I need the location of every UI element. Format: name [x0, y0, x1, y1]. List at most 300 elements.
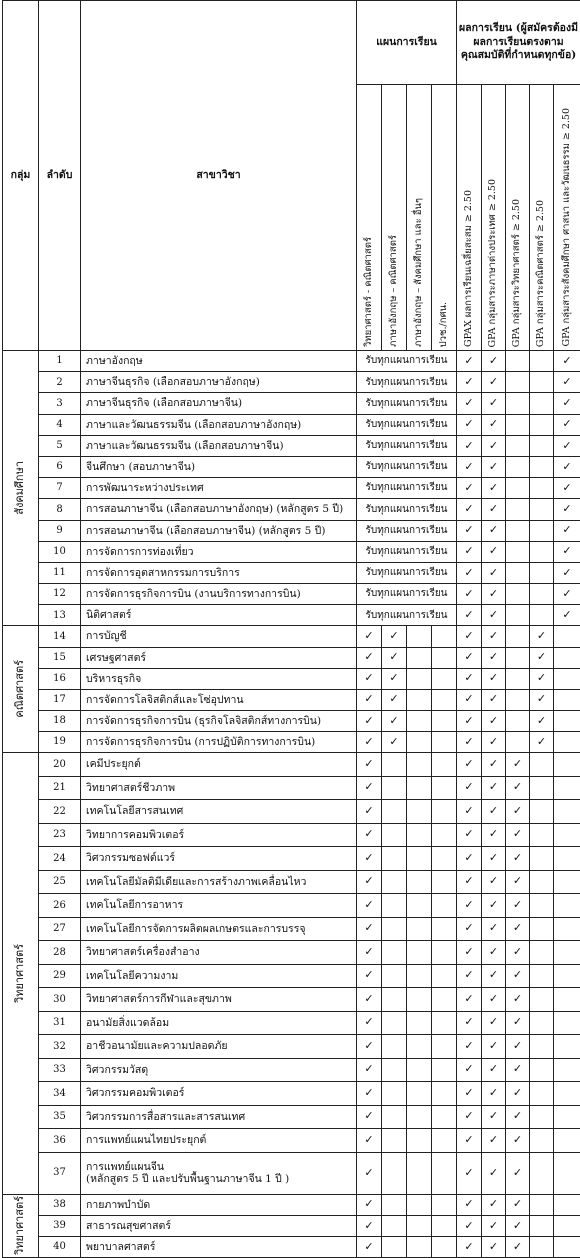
check-mark-cell	[457, 941, 482, 965]
empty-cell	[382, 1011, 407, 1035]
field-name-text: การแพทย์แผนจีน	[86, 1161, 356, 1173]
result-col-gpax: GPAX ผลการเรียนเฉลี่ยสะสม ≥ 2.50	[457, 85, 482, 351]
field-name-text: การจัดการธุรกิจการบิน (งานบริการทางการบิน)	[86, 588, 356, 600]
field-name	[81, 1105, 357, 1129]
check-mark-cell	[506, 823, 530, 847]
empty-cell	[554, 1011, 580, 1035]
check-mark-icon: ✓	[364, 714, 373, 727]
empty-cell	[382, 1058, 407, 1082]
table-row	[3, 1194, 580, 1215]
check-mark-cell	[506, 1035, 530, 1059]
empty-cell	[506, 605, 530, 626]
field-name	[81, 1152, 357, 1194]
empty-cell	[530, 1129, 554, 1153]
table-row	[3, 917, 580, 941]
plan-cell: รับทุกแผนการเรียน	[357, 414, 457, 435]
row-number: 33	[39, 1058, 81, 1082]
plan-header: แผนการเรียน	[357, 1, 457, 85]
empty-cell	[407, 847, 432, 871]
empty-cell	[554, 1215, 580, 1236]
check-mark-icon: ✓	[464, 714, 473, 727]
check-mark-icon: ✓	[464, 523, 473, 536]
check-mark-icon: ✓	[364, 992, 373, 1005]
field-name	[81, 917, 357, 941]
check-mark-icon: ✓	[489, 692, 498, 705]
empty-cell	[382, 776, 407, 800]
check-mark-cell	[457, 689, 482, 710]
check-mark-icon: ✓	[364, 780, 373, 793]
empty-cell	[407, 1215, 432, 1236]
check-mark-cell	[506, 1105, 530, 1129]
empty-cell	[530, 1105, 554, 1129]
empty-cell	[407, 823, 432, 847]
check-mark-icon: ✓	[464, 396, 473, 409]
field-name-text: วิศวกรรมซอฟต์แวร์	[86, 852, 356, 864]
check-mark-cell	[506, 964, 530, 988]
check-mark-cell	[506, 988, 530, 1012]
check-mark-icon: ✓	[489, 1240, 498, 1253]
check-mark-cell	[482, 1058, 506, 1082]
check-mark-cell	[357, 626, 382, 647]
row-number: 40	[39, 1237, 81, 1258]
check-mark-icon: ✓	[489, 1197, 498, 1210]
empty-cell	[554, 626, 580, 647]
check-mark-icon: ✓	[389, 714, 398, 727]
check-mark-cell	[482, 941, 506, 965]
check-mark-icon: ✓	[364, 968, 373, 981]
empty-cell	[530, 456, 554, 477]
empty-cell	[506, 393, 530, 414]
plan-cell: รับทุกแผนการเรียน	[357, 605, 457, 626]
check-mark-cell	[482, 800, 506, 824]
check-mark-cell	[357, 1129, 382, 1153]
empty-cell	[407, 753, 432, 777]
empty-cell	[554, 753, 580, 777]
empty-cell	[506, 647, 530, 668]
check-mark-icon: ✓	[513, 1133, 522, 1146]
check-mark-cell	[530, 731, 554, 752]
row-number: 20	[39, 753, 81, 777]
check-mark-cell	[457, 776, 482, 800]
empty-cell	[407, 894, 432, 918]
admission-table	[2, 0, 580, 1258]
check-mark-icon: ✓	[364, 735, 373, 748]
empty-cell	[530, 499, 554, 520]
check-mark-icon: ✓	[364, 804, 373, 817]
check-mark-icon: ✓	[464, 650, 473, 663]
row-number: 31	[39, 1011, 81, 1035]
check-mark-icon: ✓	[513, 1062, 522, 1075]
check-mark-cell	[482, 1194, 506, 1215]
empty-cell	[382, 753, 407, 777]
empty-cell	[382, 870, 407, 894]
empty-cell	[432, 1194, 457, 1215]
check-mark-cell	[357, 894, 382, 918]
check-mark-icon: ✓	[464, 544, 473, 557]
table-row	[3, 584, 580, 605]
empty-cell	[432, 941, 457, 965]
check-mark-cell	[482, 393, 506, 414]
empty-cell	[530, 541, 554, 562]
table-row	[3, 1035, 580, 1059]
check-mark-icon: ✓	[389, 650, 398, 663]
check-mark-icon: ✓	[489, 671, 498, 684]
check-mark-cell	[482, 1215, 506, 1236]
check-mark-icon: ✓	[489, 544, 498, 557]
empty-cell	[382, 894, 407, 918]
check-mark-cell	[357, 823, 382, 847]
check-mark-cell	[482, 753, 506, 777]
table-row	[3, 753, 580, 777]
check-mark-cell	[554, 351, 580, 372]
check-mark-cell	[506, 800, 530, 824]
row-number: 17	[39, 689, 81, 710]
field-name-text: การบัญชี	[86, 630, 356, 642]
field-name	[81, 647, 357, 668]
check-mark-icon: ✓	[489, 780, 498, 793]
empty-cell	[432, 753, 457, 777]
empty-cell	[382, 1194, 407, 1215]
field-name-text: การสอนภาษาจีน (เลือกสอบภาษาอังกฤษ) (หลักสูตร 5 ปี)	[86, 503, 356, 515]
row-number: 26	[39, 894, 81, 918]
field-name	[81, 894, 357, 918]
check-mark-cell	[554, 372, 580, 393]
table-row	[3, 988, 580, 1012]
check-mark-icon: ✓	[489, 968, 498, 981]
row-number: 5	[39, 435, 81, 456]
check-mark-cell	[554, 499, 580, 520]
plan-cell: รับทุกแผนการเรียน	[357, 456, 457, 477]
empty-cell	[407, 964, 432, 988]
check-mark-cell	[506, 776, 530, 800]
check-mark-cell	[554, 584, 580, 605]
check-mark-cell	[357, 1237, 382, 1258]
check-mark-icon: ✓	[464, 1219, 473, 1232]
table-row	[3, 941, 580, 965]
empty-cell	[382, 1152, 407, 1194]
table-row	[3, 478, 580, 499]
check-mark-cell	[457, 351, 482, 372]
check-mark-icon: ✓	[464, 1062, 473, 1075]
check-mark-cell	[357, 776, 382, 800]
plan-cell: รับทุกแผนการเรียน	[357, 435, 457, 456]
table-row	[3, 456, 580, 477]
empty-cell	[432, 823, 457, 847]
check-mark-cell	[357, 800, 382, 824]
empty-cell	[554, 964, 580, 988]
field-name	[81, 414, 357, 435]
check-mark-cell	[357, 1194, 382, 1215]
check-mark-cell	[457, 870, 482, 894]
check-mark-icon: ✓	[562, 354, 571, 367]
empty-cell	[432, 917, 457, 941]
field-name-text: วิศวกรรมการสื่อสารและสารสนเทศ	[86, 1111, 356, 1123]
check-mark-cell	[457, 1105, 482, 1129]
empty-cell	[530, 800, 554, 824]
row-number: 1	[39, 351, 81, 372]
check-mark-icon: ✓	[513, 1039, 522, 1052]
field-name-text: การพัฒนาระหว่างประเทศ	[86, 482, 356, 494]
check-mark-cell	[482, 823, 506, 847]
check-mark-icon: ✓	[364, 1166, 373, 1179]
check-mark-cell	[357, 710, 382, 731]
field-name-text: วิศวกรรมวัสดุ	[86, 1064, 356, 1076]
field-name-text: วิทยาศาสตร์เครื่องสำอาง	[86, 946, 356, 958]
result-col-math: GPA กลุ่มสาระคณิตศาสตร์ ≥ 2.50	[530, 85, 554, 351]
check-mark-icon: ✓	[464, 968, 473, 981]
plan-cell: รับทุกแผนการเรียน	[357, 478, 457, 499]
empty-cell	[554, 847, 580, 871]
check-mark-cell	[506, 1011, 530, 1035]
check-mark-icon: ✓	[364, 1219, 373, 1232]
table-row	[3, 499, 580, 520]
row-number: 29	[39, 964, 81, 988]
field-name-text: วิทยาการคอมพิวเตอร์	[86, 829, 356, 841]
empty-cell	[554, 1035, 580, 1059]
check-mark-cell	[482, 435, 506, 456]
check-mark-icon: ✓	[489, 439, 498, 452]
check-mark-cell	[457, 584, 482, 605]
check-mark-cell	[357, 1152, 382, 1194]
field-name	[81, 753, 357, 777]
check-mark-cell	[457, 520, 482, 541]
check-mark-cell	[457, 847, 482, 871]
table-row	[3, 1058, 580, 1082]
field-name-text: บริหารธุรกิจ	[86, 673, 356, 685]
check-mark-icon: ✓	[489, 460, 498, 473]
check-mark-cell	[506, 1058, 530, 1082]
check-mark-cell	[357, 1215, 382, 1236]
check-mark-icon: ✓	[513, 757, 522, 770]
check-mark-cell	[382, 626, 407, 647]
check-mark-cell	[357, 847, 382, 871]
check-mark-cell	[457, 1082, 482, 1106]
row-number: 9	[39, 520, 81, 541]
order-header: ลำดับ	[39, 1, 81, 351]
row-number: 18	[39, 710, 81, 731]
check-mark-icon: ✓	[364, 898, 373, 911]
field-name	[81, 1011, 357, 1035]
empty-cell	[432, 689, 457, 710]
check-mark-cell	[457, 372, 482, 393]
table-row	[3, 520, 580, 541]
check-mark-icon: ✓	[464, 502, 473, 515]
check-mark-cell	[382, 731, 407, 752]
check-mark-icon: ✓	[464, 587, 473, 600]
check-mark-icon: ✓	[464, 1109, 473, 1122]
table-row	[3, 847, 580, 871]
empty-cell	[554, 1194, 580, 1215]
row-number: 36	[39, 1129, 81, 1153]
check-mark-icon: ✓	[489, 587, 498, 600]
plan-cell: รับทุกแผนการเรียน	[357, 541, 457, 562]
plan-cell: รับทุกแผนการเรียน	[357, 520, 457, 541]
empty-cell	[407, 870, 432, 894]
table-row	[3, 351, 580, 372]
check-mark-icon: ✓	[464, 671, 473, 684]
check-mark-icon: ✓	[513, 1015, 522, 1028]
empty-cell	[530, 1058, 554, 1082]
empty-cell	[432, 964, 457, 988]
group-label: วิทยาศาสตร์	[14, 944, 27, 1003]
check-mark-icon: ✓	[562, 375, 571, 388]
empty-cell	[407, 689, 432, 710]
empty-cell	[407, 710, 432, 731]
empty-cell	[554, 800, 580, 824]
row-number: 23	[39, 823, 81, 847]
empty-cell	[432, 1082, 457, 1106]
field-name	[81, 1058, 357, 1082]
check-mark-icon: ✓	[513, 945, 522, 958]
check-mark-cell	[554, 605, 580, 626]
check-mark-cell	[457, 1058, 482, 1082]
field-name-text: เทคโนโลยีความงาม	[86, 970, 356, 982]
check-mark-cell	[357, 988, 382, 1012]
empty-cell	[432, 647, 457, 668]
check-mark-cell	[457, 917, 482, 941]
field-name-text: เทคโนโลยีมัลติมีเดียและการสร้างภาพเคลื่อนไหว	[86, 876, 356, 888]
table-row	[3, 964, 580, 988]
check-mark-icon: ✓	[364, 945, 373, 958]
table-row	[3, 894, 580, 918]
row-number: 27	[39, 917, 81, 941]
empty-cell	[554, 647, 580, 668]
row-number: 13	[39, 605, 81, 626]
group-cell	[3, 351, 39, 626]
group-label: วิทยาศาสตร์	[14, 1196, 27, 1255]
check-mark-icon: ✓	[489, 650, 498, 663]
table-row	[3, 1082, 580, 1106]
table-row	[3, 1129, 580, 1153]
empty-cell	[432, 668, 457, 689]
empty-cell	[506, 626, 530, 647]
plan-cell: รับทุกแผนการเรียน	[357, 393, 457, 414]
table-row	[3, 562, 580, 583]
empty-cell	[432, 1237, 457, 1258]
check-mark-icon: ✓	[513, 1197, 522, 1210]
empty-cell	[407, 1152, 432, 1194]
check-mark-cell	[482, 584, 506, 605]
empty-cell	[407, 731, 432, 752]
empty-cell	[506, 710, 530, 731]
check-mark-icon: ✓	[464, 921, 473, 934]
check-mark-icon: ✓	[489, 714, 498, 727]
empty-cell	[382, 847, 407, 871]
check-mark-icon: ✓	[464, 692, 473, 705]
check-mark-cell	[382, 668, 407, 689]
check-mark-icon: ✓	[513, 992, 522, 1005]
check-mark-icon: ✓	[364, 827, 373, 840]
empty-cell	[530, 605, 554, 626]
check-mark-icon: ✓	[489, 1039, 498, 1052]
check-mark-icon: ✓	[489, 1109, 498, 1122]
plan-col-vocational: ปวช./กศน.	[432, 85, 457, 351]
check-mark-cell	[482, 1082, 506, 1106]
check-mark-cell	[482, 562, 506, 583]
field-name-text: เทคโนโลยีการจัดการผลิตผลเกษตรและการบรรจุ	[86, 923, 356, 935]
empty-cell	[407, 1058, 432, 1082]
empty-cell	[432, 1215, 457, 1236]
empty-cell	[506, 731, 530, 752]
empty-cell	[432, 988, 457, 1012]
check-mark-cell	[482, 1035, 506, 1059]
group-cell	[3, 626, 39, 753]
row-number: 4	[39, 414, 81, 435]
check-mark-icon: ✓	[537, 671, 546, 684]
empty-cell	[382, 988, 407, 1012]
table-body	[3, 351, 580, 1258]
check-mark-cell	[482, 964, 506, 988]
empty-cell	[530, 964, 554, 988]
table-row	[3, 689, 580, 710]
check-mark-cell	[482, 478, 506, 499]
check-mark-cell	[457, 731, 482, 752]
check-mark-cell	[482, 520, 506, 541]
check-mark-cell	[457, 1129, 482, 1153]
check-mark-icon: ✓	[513, 851, 522, 864]
row-number: 6	[39, 456, 81, 477]
field-name	[81, 1082, 357, 1106]
empty-cell	[554, 1129, 580, 1153]
empty-cell	[432, 626, 457, 647]
group-cell	[3, 1194, 39, 1258]
empty-cell	[506, 668, 530, 689]
empty-cell	[506, 372, 530, 393]
field-name	[81, 1035, 357, 1059]
check-mark-cell	[554, 520, 580, 541]
table-row	[3, 1011, 580, 1035]
empty-cell	[407, 626, 432, 647]
check-mark-icon: ✓	[389, 629, 398, 642]
check-mark-icon: ✓	[464, 992, 473, 1005]
check-mark-icon: ✓	[364, 1240, 373, 1253]
check-mark-icon: ✓	[489, 417, 498, 430]
field-name	[81, 351, 357, 372]
empty-cell	[530, 1237, 554, 1258]
field-name	[81, 1194, 357, 1215]
empty-cell	[530, 520, 554, 541]
check-mark-icon: ✓	[364, 851, 373, 864]
check-mark-icon: ✓	[489, 851, 498, 864]
check-mark-icon: ✓	[489, 608, 498, 621]
check-mark-cell	[357, 1011, 382, 1035]
empty-cell	[382, 1215, 407, 1236]
check-mark-cell	[482, 894, 506, 918]
empty-cell	[554, 870, 580, 894]
check-mark-icon: ✓	[464, 780, 473, 793]
check-mark-icon: ✓	[489, 375, 498, 388]
check-mark-cell	[482, 776, 506, 800]
table-row	[3, 731, 580, 752]
row-number: 11	[39, 562, 81, 583]
check-mark-icon: ✓	[489, 898, 498, 911]
empty-cell	[506, 562, 530, 583]
check-mark-cell	[357, 647, 382, 668]
check-mark-icon: ✓	[489, 1133, 498, 1146]
check-mark-cell	[554, 541, 580, 562]
check-mark-cell	[482, 870, 506, 894]
check-mark-cell	[482, 1011, 506, 1035]
empty-cell	[530, 823, 554, 847]
check-mark-icon: ✓	[489, 921, 498, 934]
field-name	[81, 626, 357, 647]
empty-cell	[554, 988, 580, 1012]
field-header: สาขาวิชา	[81, 1, 357, 351]
check-mark-cell	[506, 1129, 530, 1153]
check-mark-icon: ✓	[489, 1062, 498, 1075]
check-mark-icon: ✓	[489, 629, 498, 642]
empty-cell	[530, 776, 554, 800]
